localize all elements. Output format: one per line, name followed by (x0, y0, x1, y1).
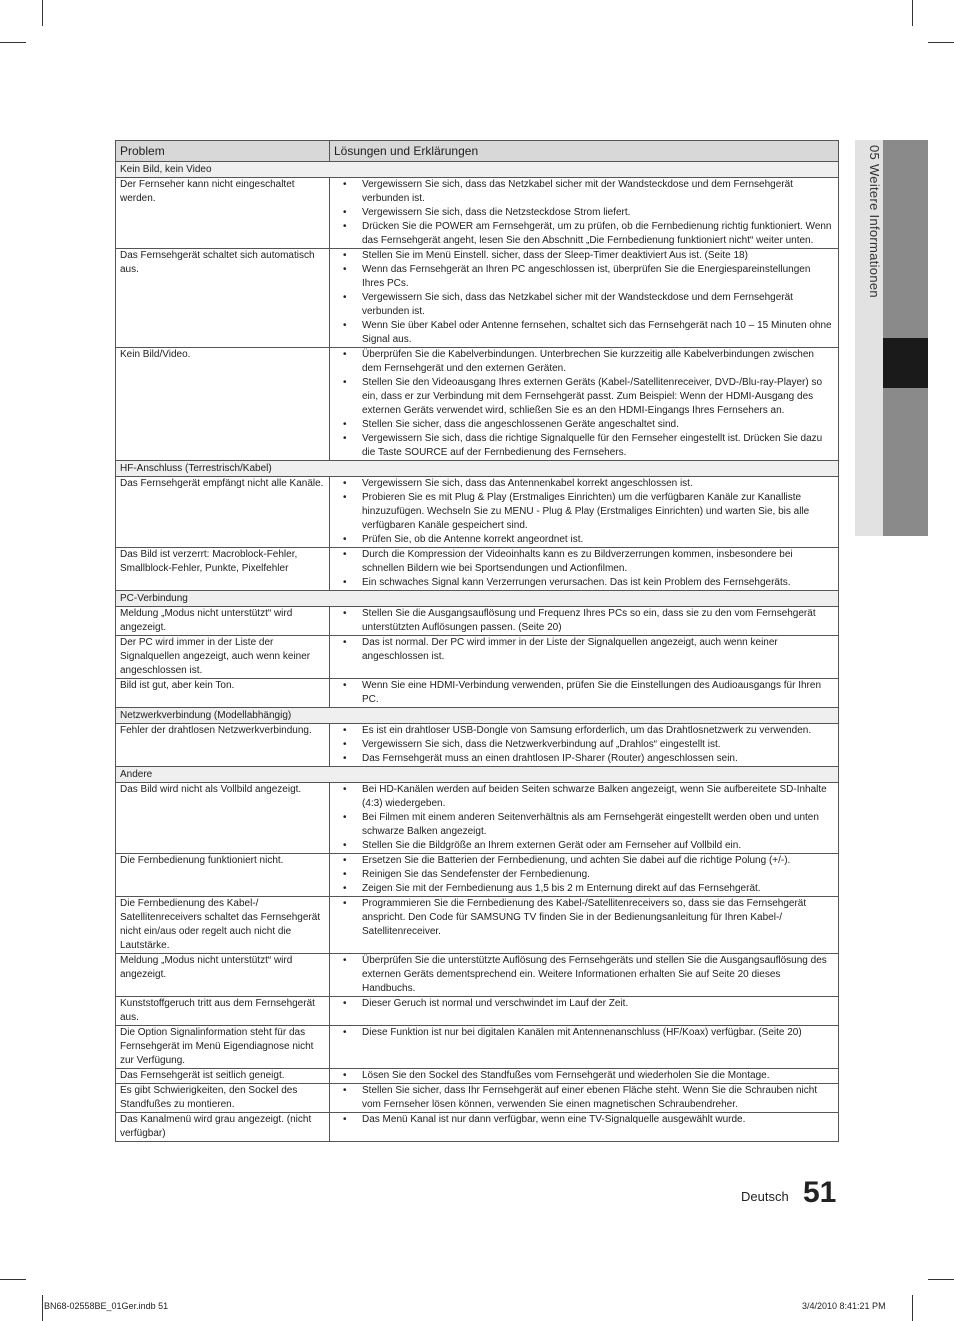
solution-item: • Programmieren Sie die Fernbedienung des Kabel-/Satellitenreceivers so, dass sie das Fernsehgerät anspricht. Den Code für SAMSUNG TV finden Sie in der Bedienungsanleitung für Ihren Kabel-/ Satellitenreceiver. (334, 897, 834, 939)
problem-cell: Meldung „Modus nicht unterstützt“ wird angezeigt. (116, 607, 330, 636)
solution-item: • Zeigen Sie mit der Fernbedienung aus 1,5 bis 2 m Enternung direkt auf das Fernsehgerät. (334, 882, 834, 896)
table-row (116, 1084, 839, 1113)
solution-item: • Überprüfen Sie die Kabelverbindungen. Unterbrechen Sie kurzzeitig alle Kabelverbindungen zwischen dem Fernsehgerät und den externen Geräten. (334, 348, 834, 376)
solution-item: • Das Fernsehgerät muss an einen drahtlosen IP-Sharer (Router) angeschlossen sein. (334, 752, 834, 766)
footer-language: Deutsch (741, 1189, 789, 1204)
problem-cell: Die Option Signalinformation steht für das Fernsehgerät im Menü Eigendiagnose nicht zur Verfügung. (116, 1026, 330, 1069)
solution-cell (330, 1084, 839, 1113)
problem-cell: Das Fernsehgerät empfängt nicht alle Kanäle. (116, 477, 330, 548)
table-row (116, 477, 839, 548)
solution-list (334, 997, 834, 1011)
solution-cell (330, 854, 839, 897)
section-row (116, 162, 839, 178)
problem-cell: Der PC wird immer in der Liste der Signalquellen angezeigt, auch wenn keiner angeschlossen ist. (116, 636, 330, 679)
problem-cell: Fehler der drahtlosen Netzwerkverbindung. (116, 724, 330, 767)
table-row (116, 636, 839, 679)
solution-list (334, 548, 834, 590)
table-row (116, 854, 839, 897)
section-title: HF-Anschluss (Terrestrisch/Kabel) (116, 461, 839, 477)
solution-item: • Wenn Sie über Kabel oder Antenne fernsehen, schaltet sich das Fernsehgerät nach 10 – 15 Minuten ohne Signal aus. (334, 319, 834, 347)
table-row (116, 954, 839, 997)
section-row (116, 767, 839, 783)
table-row (116, 1069, 839, 1084)
problem-cell: Das Kanalmenü wird grau angezeigt. (nicht verfügbar) (116, 1113, 330, 1142)
table-row (116, 783, 839, 854)
solution-list (334, 1069, 834, 1083)
crop-mark (0, 1279, 26, 1280)
solution-item: • Vergewissern Sie sich, dass das Netzkabel sicher mit der Wandsteckdose und dem Fernsehgerät verbunden ist. (334, 178, 834, 206)
section-title: PC-Verbindung (116, 591, 839, 607)
crop-mark (928, 42, 954, 43)
problem-cell: Kunststoffgeruch tritt aus dem Fernsehgerät aus. (116, 997, 330, 1026)
problem-cell: Es gibt Schwierigkeiten, den Sockel des Standfußes zu montieren. (116, 1084, 330, 1113)
solution-list (334, 954, 834, 996)
solution-cell (330, 477, 839, 548)
solution-cell (330, 607, 839, 636)
solution-list (334, 607, 834, 635)
solution-item: • Stellen Sie im Menü Einstell. sicher, dass der Sleep-Timer deaktiviert Aus ist. (Seite 18) (334, 249, 834, 263)
page-number: 51 (803, 1176, 837, 1209)
solution-list (334, 1026, 834, 1040)
solution-list (334, 724, 834, 766)
problem-cell: Der Fernseher kann nicht eingeschaltet werden. (116, 178, 330, 249)
problem-cell: Das Fernsehgerät schaltet sich automatisch aus. (116, 249, 330, 348)
problem-cell: Meldung „Modus nicht unterstützt“ wird angezeigt. (116, 954, 330, 997)
crop-mark (912, 0, 913, 26)
solution-item: • Vergewissern Sie sich, dass die Netzsteckdose Strom liefert. (334, 206, 834, 220)
solution-list (334, 854, 834, 896)
solution-item: • Diese Funktion ist nur bei digitalen Kanälen mit Antennenanschluss (HF/Koax) verfügbar. (Seite 20) (334, 1026, 834, 1040)
solution-item: • Stellen Sie die Ausgangsauflösung und Frequenz Ihres PCs so ein, dass sie zu den vom Fernsehgerät unterstützten Auflösungen passen. (Seite 20) (334, 607, 834, 635)
solution-cell (330, 249, 839, 348)
problem-cell: Das Fernsehgerät ist seitlich geneigt. (116, 1069, 330, 1084)
crop-mark (42, 0, 43, 26)
problem-cell: Das Bild wird nicht als Vollbild angezeigt. (116, 783, 330, 854)
section-title: Andere (116, 767, 839, 783)
problem-cell: Bild ist gut, aber kein Ton. (116, 679, 330, 708)
table-header-row (116, 141, 839, 162)
solution-list (334, 477, 834, 547)
table-row (116, 679, 839, 708)
table-row (116, 724, 839, 767)
solution-item: • Es ist ein drahtloser USB-Dongle von Samsung erforderlich, um das Drahtlosnetzwerk zu verwenden. (334, 724, 834, 738)
solution-cell (330, 1069, 839, 1084)
solution-item: • Vergewissern Sie sich, dass die richtige Signalquelle für den Fernseher eingestellt ist. Drücken Sie dazu die Taste SOURCE auf der Fernbedienung des Fernsehers. (334, 432, 834, 460)
solution-item: • Vergewissern Sie sich, dass das Antennenkabel korrekt angeschlossen ist. (334, 477, 834, 491)
solution-item: • Stellen Sie sicher, dass Ihr Fernsehgerät auf einer ebenen Fläche steht. Wenn Sie die Schrauben nicht vom Fernseher lösen können, verwenden Sie einen magnetischen Schraubendreher. (334, 1084, 834, 1112)
solution-cell (330, 997, 839, 1026)
solution-cell (330, 783, 839, 854)
solution-item: • Probieren Sie es mit Plug & Play (Erstmaliges Einrichten) um die verfügbaren Kanäle zur Kanalliste hinzuzufügen. Wechseln Sie zu MENU - Plug & Play (Erstmaliges Einrichten) und warten Sie, bis alle verfügbaren Kanäle gespeichert sind. (334, 491, 834, 533)
chapter-title: 05 Weitere Informationen (867, 145, 882, 298)
solution-cell (330, 1026, 839, 1069)
table-row (116, 1113, 839, 1142)
solution-list (334, 636, 834, 664)
table-body (116, 162, 839, 1142)
crop-mark (928, 1279, 954, 1280)
solution-list (334, 178, 834, 248)
solution-item: • Bei HD-Kanälen werden auf beiden Seiten schwarze Balken angezeigt, wenn Sie aufbereitete SD-Inhalte (4:3) wiedergeben. (334, 783, 834, 811)
crop-mark (42, 1295, 43, 1321)
solution-item: • Stellen Sie den Videoausgang Ihres externen Geräts (Kabel-/Satellitenreceiver, DVD-/Blu-ray-Player) so ein, dass er zur Verbindung mit dem Fernsehgerät passt. Zum Beispiel: Wenn der HDMI-Ausgang des externen Geräts verwendet wird, schließen Sie es an den HDMI-Eingangs Ihres Fernsehers an. (334, 376, 834, 418)
solution-list (334, 897, 834, 939)
solution-item: • Stellen Sie sicher, dass die angeschlossenen Geräte angeschaltet sind. (334, 418, 834, 432)
solution-cell (330, 178, 839, 249)
solution-list (334, 679, 834, 707)
solution-item: • Vergewissern Sie sich, dass das Netzkabel sicher mit der Wandsteckdose und dem Fernsehgerät verbunden ist. (334, 291, 834, 319)
solution-item: • Ein schwaches Signal kann Verzerrungen verursachen. Das ist kein Problem des Fernsehgeräts. (334, 576, 834, 590)
solution-cell (330, 548, 839, 591)
imprint-file: BN68-02558BE_01Ger.indb 51 (44, 1301, 169, 1311)
solution-item: • Durch die Kompression der Videoinhalts kann es zu Bildverzerrungen kommen, insbesondere bei schnellen Bildern wie bei Sportsendungen und Actionfilmen. (334, 548, 834, 576)
troubleshooting-table (115, 140, 839, 1142)
section-row (116, 591, 839, 607)
solution-cell (330, 954, 839, 997)
section-row (116, 708, 839, 724)
solution-cell (330, 348, 839, 461)
table-row (116, 897, 839, 954)
solution-list (334, 1084, 834, 1112)
solution-item: • Dieser Geruch ist normal und verschwindet im Lauf der Zeit. (334, 997, 834, 1011)
solution-item: • Das Menü Kanal ist nur dann verfügbar, wenn eine TV-Signalquelle ausgewählt wurde. (334, 1113, 834, 1127)
solution-item: • Ersetzen Sie die Batterien der Fernbedienung, und achten Sie dabei auf die richtige Polung (+/-). (334, 854, 834, 868)
solution-item: • Das ist normal. Der PC wird immer in der Liste der Signalquellen angezeigt, auch wenn keiner angeschlossen ist. (334, 636, 834, 664)
solution-item: • Lösen Sie den Sockel des Standfußes vom Fernsehgerät und wiederholen Sie die Montage. (334, 1069, 834, 1083)
solution-item: • Überprüfen Sie die unterstützte Auflösung des Fernsehgeräts und stellen Sie die Ausgangsauflösung des externen Geräts dementsprechend ein. Weitere Informationen erhalten Sie auf Seite 20 dieses Handbuchs. (334, 954, 834, 996)
problem-cell: Das Bild ist verzerrt: Macroblock-Fehler, Smallblock-Fehler, Punkte, Pixelfehler (116, 548, 330, 591)
section-row (116, 461, 839, 477)
solution-cell (330, 679, 839, 708)
crop-mark (0, 42, 26, 43)
solution-cell (330, 636, 839, 679)
solution-item: • Drücken Sie die POWER am Fernsehgerät, um zu prüfen, ob die Fernbedienung richtig funktioniert. Wenn das Fernsehgerät angeht, lesen Sie den Abschnitt „Die Fernbedienung funktioniert nicht“ weiter unten. (334, 220, 834, 248)
solution-list (334, 783, 834, 853)
problem-cell: Kein Bild/Video. (116, 348, 330, 461)
solution-item: • Wenn Sie eine HDMI-Verbindung verwenden, prüfen Sie die Einstellungen des Audioausgangs für Ihren PC. (334, 679, 834, 707)
chapter-tab-active (883, 338, 928, 388)
table-row (116, 997, 839, 1026)
table-row (116, 1026, 839, 1069)
table-row (116, 178, 839, 249)
solution-list (334, 1113, 834, 1127)
problem-cell: Die Fernbedienung funktioniert nicht. (116, 854, 330, 897)
solution-item: • Stellen Sie die Bildgröße an Ihrem externen Gerät oder am Fernseher auf Vollbild ein. (334, 839, 834, 853)
problem-cell: Die Fernbedienung des Kabel-/ Satellitenreceivers schaltet das Fernsehgerät nicht ein/aus oder regelt auch nicht die Lautstärke. (116, 897, 330, 954)
solution-cell (330, 724, 839, 767)
table-row (116, 348, 839, 461)
solution-list (334, 348, 834, 460)
solution-item: • Reinigen Sie das Sendefenster der Fernbedienung. (334, 868, 834, 882)
solution-cell (330, 1113, 839, 1142)
table-row (116, 607, 839, 636)
column-header-solution: Lösungen und Erklärungen (330, 141, 839, 162)
table-row (116, 249, 839, 348)
imprint-datetime: 3/4/2010 8:41:21 PM (802, 1301, 886, 1311)
solution-item: • Bei Filmen mit einem anderen Seitenverhältnis als am Fernsehgerät eingestellt werden oben und unten schwarze Balken angezeigt. (334, 811, 834, 839)
solution-item: • Wenn das Fernsehgerät an Ihren PC angeschlossen ist, überprüfen Sie die Energiespareinstellungen Ihres PCs. (334, 263, 834, 291)
section-title: Kein Bild, kein Video (116, 162, 839, 178)
solution-item: • Prüfen Sie, ob die Antenne korrekt angeordnet ist. (334, 533, 834, 547)
solution-list (334, 249, 834, 347)
section-title: Netzwerkverbindung (Modellabhängig) (116, 708, 839, 724)
crop-mark (912, 1295, 913, 1321)
solution-cell (330, 897, 839, 954)
column-header-problem: Problem (116, 141, 330, 162)
solution-item: • Vergewissern Sie sich, dass die Netzwerkverbindung auf „Drahlos“ eingestellt ist. (334, 738, 834, 752)
table-row (116, 548, 839, 591)
